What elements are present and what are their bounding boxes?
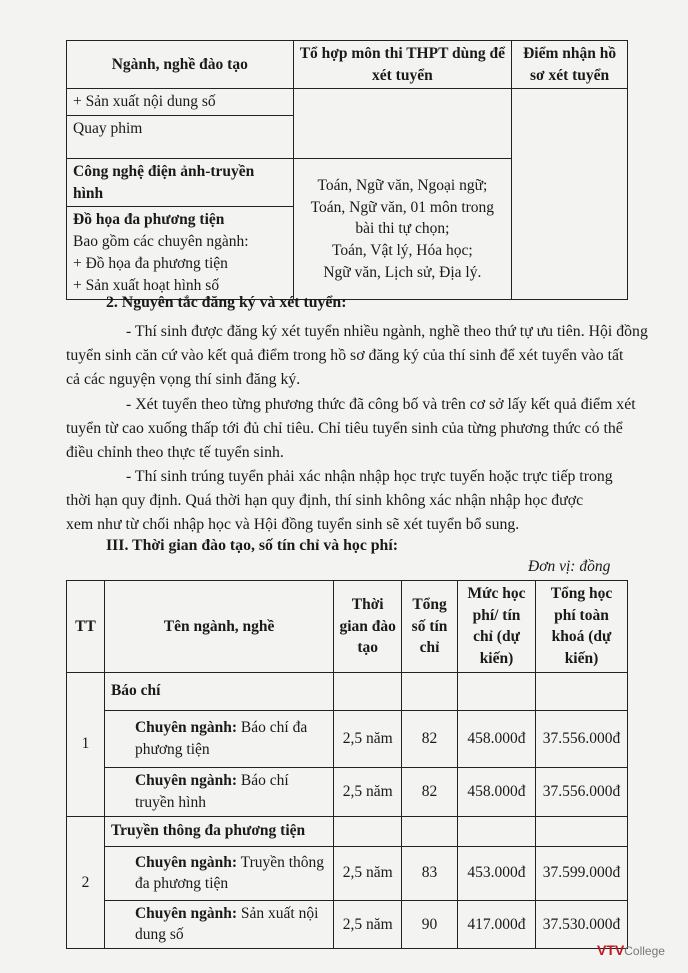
- header-tt: TT: [67, 581, 105, 673]
- program-sub: + Đồ họa đa phương tiện: [73, 254, 228, 272]
- duration: 2,5 năm: [334, 900, 402, 948]
- program-cell: Quay phim: [67, 116, 294, 159]
- total-fee: 37.556.000đ: [535, 710, 627, 767]
- total-fee: 37.599.000đ: [535, 846, 627, 900]
- fee-per-credit: 458.000đ: [458, 767, 536, 816]
- header-name: Tên ngành, nghề: [104, 581, 333, 673]
- paragraph-line: - Thí sinh trúng tuyển phải xác nhận nhập học trực tuyến hoặc trực tiếp trong: [126, 468, 613, 485]
- cutoff-cell: [512, 89, 628, 300]
- subject-line: Toán, Ngữ văn, Ngoại ngữ;: [317, 177, 488, 195]
- subject-line: Ngữ văn, Lịch sử, Địa lý.: [323, 263, 482, 281]
- credits: 83: [402, 846, 458, 900]
- header-subject-combo: Tổ hợp môn thi THPT dùng để xét tuyển: [293, 41, 512, 89]
- program-sub: Bao gồm các chuyên ngành:: [73, 233, 249, 251]
- row-number: 2: [67, 816, 105, 948]
- specialization: Chuyên ngành: Báo chí đa phương tiện: [104, 710, 333, 767]
- header-duration: Thời gian đào tạo: [334, 581, 402, 673]
- row-number: 1: [67, 672, 105, 816]
- header-fee: Mức học phí/ tín chỉ (dự kiến): [458, 581, 536, 673]
- fee-per-credit: 417.000đ: [458, 900, 536, 948]
- duration: 2,5 năm: [334, 710, 402, 767]
- program-cell: [67, 207, 294, 300]
- duration: 2,5 năm: [334, 767, 402, 816]
- section-2-title: 2. Nguyên tắc đăng ký và xét tuyển:: [106, 294, 347, 311]
- specialization: Chuyên ngành: Báo chí truyền hình: [104, 767, 333, 816]
- program-name: Đồ họa đa phương tiện: [73, 211, 225, 229]
- program-sub: + Sản xuất hoạt hình số: [73, 276, 220, 294]
- vtv-college-logo: VTVCollege: [597, 942, 665, 958]
- group-name: Truyền thông đa phương tiện: [104, 816, 333, 846]
- program-cell: Công nghệ điện ảnh-truyền hình: [67, 159, 294, 207]
- paragraph-line: - Thí sinh được đăng ký xét tuyển nhiều ngành, nghề theo thứ tự ưu tiên. Hội đồng: [126, 323, 648, 340]
- header-credits: Tổng số tín chỉ: [402, 581, 458, 673]
- paragraph-line: - Xét tuyển theo từng phương thức đã công bố và trên cơ sở lấy kết quả điểm xét: [126, 396, 636, 413]
- fee-per-credit: 458.000đ: [458, 710, 536, 767]
- unit-label: Đơn vị: đồng: [528, 558, 611, 575]
- header-cutoff: Điểm nhận hồ sơ xét tuyển: [512, 41, 628, 89]
- admission-table: [66, 40, 628, 300]
- credits: 90: [402, 900, 458, 948]
- credits: 82: [402, 710, 458, 767]
- paragraph-line: tuyển sinh căn cứ vào kết quả điểm trong hồ sơ đăng ký của thí sinh để xét tuyển vào tất: [66, 347, 624, 364]
- group-name: Báo chí: [104, 672, 333, 710]
- program-cell: + Sản xuất nội dung số: [67, 89, 294, 116]
- fee-per-credit: 453.000đ: [458, 846, 536, 900]
- specialization: Chuyên ngành: Truyền thông đa phương tiện: [104, 846, 333, 900]
- credits: 82: [402, 767, 458, 816]
- subject-line: Toán, Vật lý, Hóa học;: [332, 242, 473, 260]
- total-fee: 37.530.000đ: [535, 900, 627, 948]
- subject-combos: [293, 159, 512, 300]
- paragraph-line: tuyển từ cao xuống thấp tới đủ chỉ tiêu. Chỉ tiêu tuyển sinh của từng phương thức có thể: [66, 420, 623, 437]
- specialization: Chuyên ngành: Sản xuất nội dung số: [104, 900, 333, 948]
- paragraph-line: điều chỉnh theo thực tế tuyển sinh.: [66, 444, 284, 461]
- paragraph-line: cả các nguyện vọng thí sinh đăng ký.: [66, 371, 301, 388]
- header-total: Tổng học phí toàn khoá (dự kiến): [535, 581, 627, 673]
- tuition-table: [66, 580, 628, 949]
- duration: 2,5 năm: [334, 846, 402, 900]
- empty-cell: [293, 89, 512, 159]
- subject-line: Toán, Ngữ văn, 01 môn trong bài thi tự chọn;: [310, 198, 495, 238]
- total-fee: 37.556.000đ: [535, 767, 627, 816]
- section-3-title: III. Thời gian đào tạo, số tín chỉ và học phí:: [106, 537, 398, 554]
- paragraph-line: xem như từ chối nhập học và Hội đồng tuyển sinh sẽ xét tuyển bổ sung.: [66, 516, 520, 533]
- header-program: Ngành, nghề đào tạo: [67, 41, 294, 89]
- paragraph-line: thời hạn quy định. Quá thời hạn quy định, thí sinh không xác nhận nhập học được: [66, 492, 584, 509]
